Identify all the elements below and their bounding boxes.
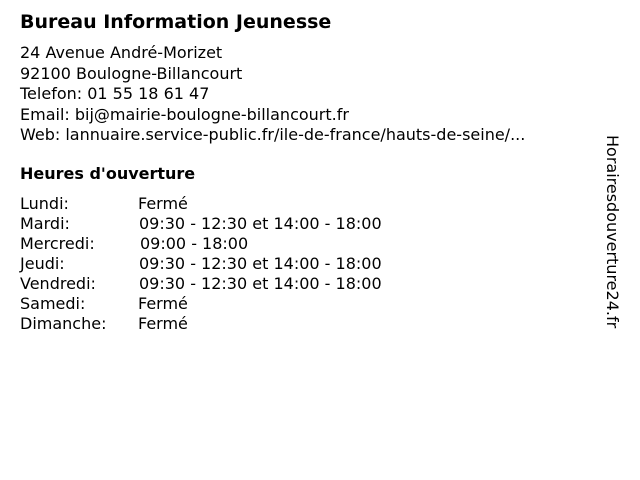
day-hours: Fermé	[138, 314, 188, 333]
city-postal-code: 92100 Boulogne-Billancourt	[20, 63, 243, 83]
email-address: Email: bij@mairie-boulogne-billancourt.fr	[20, 104, 349, 124]
day-label: Dimanche:	[20, 314, 107, 333]
phone-number: Telefon: 01 55 18 61 47	[20, 84, 210, 103]
day-hours: 09:30 - 12:30 et 14:00 - 18:00	[139, 274, 382, 293]
day-label: Vendredi:	[20, 274, 96, 293]
day-hours: Fermé	[138, 294, 188, 313]
opening-hours-heading: Heures d'ouverture	[20, 164, 196, 183]
day-hours: 09:30 - 12:30 et 14:00 - 18:00	[139, 254, 382, 273]
day-hours: 09:30 - 12:30 et 14:00 - 18:00	[139, 214, 382, 233]
day-hours: Fermé	[138, 194, 188, 213]
page-title: Bureau Information Jeunesse	[20, 11, 332, 33]
day-label: Mercredi:	[20, 234, 95, 253]
site-watermark: Horairesdouverture24.fr	[603, 135, 622, 329]
day-label: Lundi:	[20, 194, 69, 213]
day-label: Jeudi:	[20, 254, 65, 273]
day-hours: 09:00 - 18:00	[140, 234, 249, 253]
day-label: Samedi:	[20, 294, 86, 313]
address-block	[20, 43, 525, 146]
day-label: Mardi:	[20, 214, 70, 233]
street-address: 24 Avenue André-Morizet	[20, 43, 223, 62]
website-url: Web: lannuaire.service-public.fr/ile-de-france/hauts-de-seine/...	[20, 125, 526, 144]
